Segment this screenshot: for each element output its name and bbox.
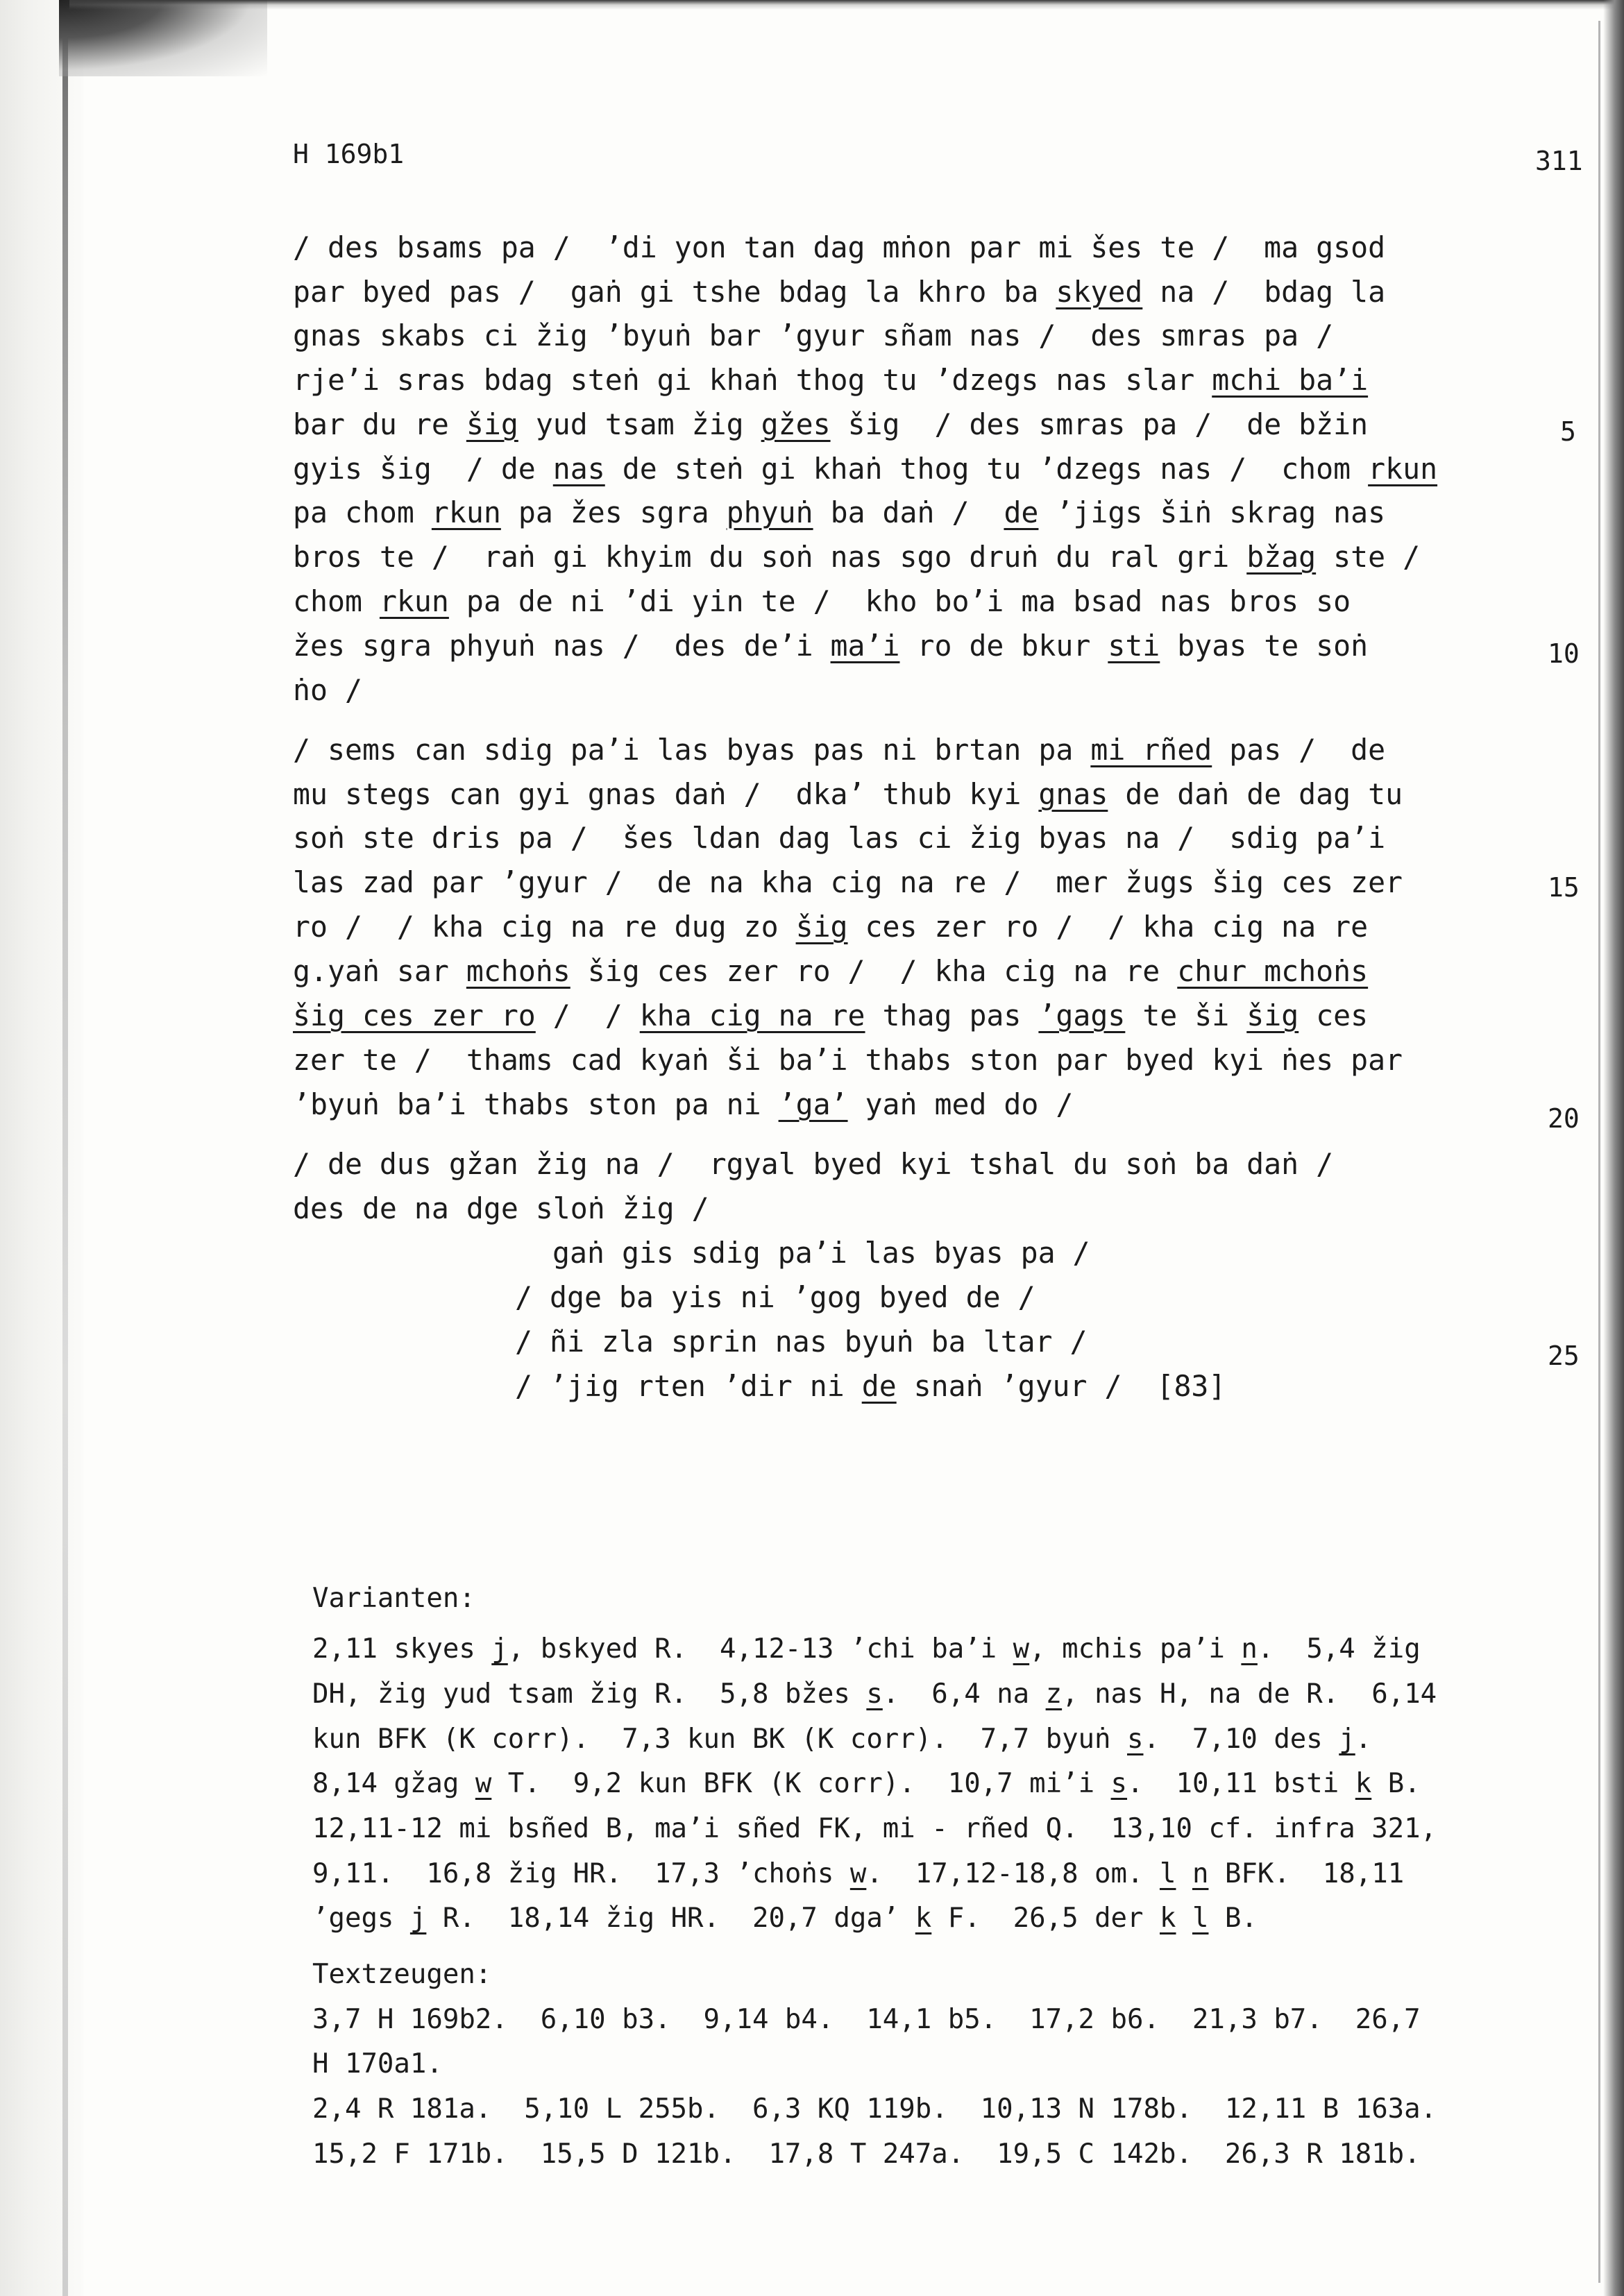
text-span: byas te soṅ [1160, 629, 1369, 663]
text-span [1176, 1858, 1192, 1889]
underlined-word: šig [466, 407, 518, 441]
text-span: ’gegs [312, 1903, 410, 1934]
text-span: DH, žig yud tsam žig R. 5,8 bžes [312, 1678, 867, 1710]
text-line [293, 631, 1368, 661]
text-span: ces zer ro / / kha cig na re [847, 910, 1369, 944]
text-span: B. [1371, 1768, 1421, 1799]
underlined-word: de [1004, 495, 1039, 529]
text-span: mu stegs can gyi gnas daṅ / dka’ thub kyi [293, 777, 1039, 811]
page-number: 311 [1535, 146, 1583, 176]
scan-binding-edge [62, 0, 68, 2296]
text-span: na / bdag la [1142, 275, 1386, 309]
text-span: des de na dge sloṅ žig / [293, 1191, 709, 1225]
underlined-word: šig [1246, 998, 1299, 1032]
underlined-word: n [1192, 1858, 1209, 1889]
underlined-word: s [866, 1678, 883, 1710]
underlined-word: n [1241, 1633, 1258, 1665]
underlined-word: gžes [761, 407, 831, 441]
text-line [293, 363, 1369, 397]
text-span: ste / [1316, 540, 1421, 574]
underlined-word: k [1355, 1768, 1372, 1799]
text-span: 2,11 skyes [312, 1633, 492, 1665]
underlined-word: j [1339, 1724, 1355, 1755]
text-span: . [1355, 1724, 1372, 1755]
underlined-word: nas [552, 452, 605, 486]
line-number: 5 [1560, 416, 1576, 447]
text-span: gyis šig / de [293, 452, 553, 486]
text-span: yud tsam žig [518, 407, 761, 441]
underlined-word: s [1127, 1724, 1144, 1755]
underlined-word: w [1013, 1633, 1030, 1665]
underlined-word: sti [1108, 629, 1160, 663]
text-span: snaṅ ’gyur / [83] [896, 1369, 1226, 1403]
text-span: ro / / kha cig na re dug zo [293, 910, 796, 944]
textzeugen-heading: Textzeugen: [312, 1959, 492, 1990]
text-span: bros te / raṅ gi khyim du soṅ nas sgo druṅ du ral gri [293, 540, 1247, 574]
underlined-word: chur mchoṅs [1177, 954, 1369, 988]
textzeugen-line [312, 2095, 1437, 2123]
page-reference: H 169b1 [293, 139, 405, 169]
varianten-line [312, 1770, 1421, 1797]
underlined-word: w [475, 1768, 492, 1799]
text-span: . 17,12-18,8 om. [866, 1858, 1160, 1889]
text-line [515, 1327, 1088, 1357]
text-line [293, 230, 1386, 264]
text-line [293, 454, 1437, 484]
line-number: 10 [1548, 638, 1580, 669]
scan-left-margin [0, 0, 83, 2296]
text-span: ces [1299, 998, 1369, 1032]
text-span: ba daṅ / [813, 495, 1004, 529]
text-span: / ñi zla sprin nas byuṅ ba ltar / [515, 1325, 1088, 1359]
textzeugen-line [312, 2138, 1421, 2170]
underlined-word: j [409, 1903, 427, 1934]
text-line [293, 1191, 709, 1225]
varianten-line [312, 1726, 1371, 1753]
text-span: te ši [1125, 998, 1247, 1032]
text-span: las zad par ’gyur / de na kha cig na re / mer žugs šig ces zer [293, 865, 1403, 899]
text-span: šig / des smras pa / de bžin [830, 407, 1369, 441]
text-span: ’byuṅ ba’i thabs ston pa ni [293, 1087, 779, 1121]
varianten-line [312, 1860, 1404, 1887]
text-span: , nas H, na de R. 6,14 [1062, 1678, 1437, 1710]
text-span: de steṅ gi khaṅ thog tu ’dzegs nas / chom [604, 452, 1369, 486]
underlined-word: l [1192, 1903, 1209, 1934]
text-span: šig ces zer ro / / kha cig na re [570, 954, 1178, 988]
underlined-word: šig ces zer ro [293, 998, 536, 1032]
text-line [293, 275, 1386, 309]
underlined-word: ’gags [1038, 998, 1126, 1032]
text-span: žes sgra phyuṅ nas / des de’i [293, 629, 831, 663]
underlined-word: skyed [1056, 275, 1143, 309]
text-span: / ’jig rten ’dir ni [515, 1369, 862, 1403]
text-span: 2,4 R 181a. 5,10 L 255b. 6,3 KQ 119b. 10,13 N 178b. 12,11 B 163a. [312, 2093, 1437, 2125]
textzeugen-line [312, 2048, 443, 2080]
underlined-word: rkun [379, 584, 449, 618]
text-line [293, 735, 1385, 765]
text-line [293, 954, 1369, 988]
text-line [293, 1147, 1334, 1181]
text-span: . 6,4 na [882, 1678, 1046, 1710]
text-span: 9,11. 16,8 žig HR. 17,3 ’choṅs [312, 1858, 850, 1889]
underlined-word: mchi ba’i [1212, 363, 1369, 397]
text-line [293, 865, 1403, 899]
scan-right-edge [1603, 0, 1624, 2296]
underlined-word: k [1160, 1903, 1176, 1934]
text-span: soṅ ste dris pa / šes ldan dag las ci žig byas na / sdig pa’i [293, 821, 1386, 855]
underlined-word: s [1110, 1768, 1128, 1799]
varianten-line [312, 1815, 1437, 1842]
text-line [293, 912, 1368, 942]
underlined-word: rkun [431, 495, 501, 529]
underlined-word: phyuṅ [726, 495, 813, 529]
text-span: ṅo / [293, 673, 362, 707]
underlined-word: ’ga’ [778, 1087, 848, 1121]
underlined-word: w [849, 1858, 867, 1889]
underlined-word: gnas [1038, 777, 1108, 811]
text-span: / dge ba yis ni ’gog byed de / [515, 1280, 1035, 1314]
text-line [293, 407, 1369, 441]
text-span: par byed pas / gaṅ gi tshe bdag la khro ba [293, 275, 1056, 309]
text-line [293, 495, 1386, 529]
varianten-heading: Varianten: [312, 1583, 475, 1614]
line-number: 15 [1548, 872, 1580, 903]
text-line [552, 1236, 1090, 1270]
text-span: H 170a1. [312, 2048, 443, 2080]
text-line [515, 1280, 1035, 1314]
underlined-word: k [915, 1903, 932, 1934]
text-span: F. 26,5 der [931, 1903, 1160, 1934]
text-span: BFK. 18,11 [1208, 1858, 1405, 1889]
text-span: chom [293, 584, 380, 618]
text-span [1176, 1903, 1192, 1934]
text-span: pa žes sgra [500, 495, 727, 529]
text-line [515, 1369, 1226, 1403]
text-span: gnas skabs ci žig ’byuṅ bar ’gyur sñam nas / des smras pa / [293, 318, 1334, 352]
text-line [293, 1087, 1074, 1121]
text-span: 8,14 gžag [312, 1768, 475, 1799]
text-span: . 7,10 des [1143, 1724, 1339, 1755]
text-span: / sems can sdig pa’i las byas pas ni brtan pa [293, 733, 1091, 767]
text-span: 3,7 H 169b2. 6,10 b3. 9,14 b4. 14,1 b5. 17,2 b6. 21,3 b7. 26,7 [312, 2004, 1421, 2035]
underlined-word: bžag [1246, 540, 1317, 574]
text-line [293, 1043, 1403, 1077]
varianten-line [312, 1635, 1421, 1663]
text-span: ro de bkur [899, 629, 1108, 663]
text-line [293, 540, 1421, 574]
underlined-word: j [491, 1633, 508, 1665]
text-span: de daṅ de dag tu [1108, 777, 1403, 811]
text-line [293, 998, 1369, 1032]
text-span: , mchis pa’i [1029, 1633, 1242, 1665]
underlined-word: mchoṅs [466, 954, 570, 988]
underlined-word: z [1045, 1678, 1063, 1710]
text-span: T. 9,2 kun BFK (K corr). 10,7 mi’i [491, 1768, 1111, 1799]
text-span: , bskyed R. 4,12-13 ’chi ba’i [507, 1633, 1013, 1665]
text-line [293, 777, 1403, 811]
text-span: B. [1208, 1903, 1258, 1934]
text-span: / des bsams pa / ’di yon tan dag mṅon par mi šes te / ma gsod [293, 230, 1386, 264]
textzeugen-line [312, 2006, 1421, 2033]
underlined-word: mi rñed [1090, 733, 1212, 767]
text-line [293, 584, 1351, 618]
varianten-line [312, 1678, 1437, 1710]
scan-top-edge [69, 0, 1624, 10]
text-span: / / [535, 998, 640, 1032]
text-span: . 5,4 žig [1257, 1633, 1421, 1665]
text-span: bar du re [293, 407, 466, 441]
text-span: ’jigs šiṅ skrag nas [1038, 495, 1386, 529]
underlined-word: l [1159, 1858, 1176, 1889]
text-span: kun BFK (K corr). 7,3 kun BK (K corr). 7,7 byuṅ [312, 1724, 1127, 1755]
underlined-word: de [861, 1369, 897, 1403]
text-span: R. 18,14 žig HR. 20,7 dga’ [426, 1903, 915, 1934]
text-span: yaṅ med do / [847, 1087, 1074, 1121]
text-span: pa chom [293, 495, 432, 529]
text-span: 15,2 F 171b. 15,5 D 121b. 17,8 T 247a. 19,5 C 142b. 26,3 R 181b. [312, 2138, 1421, 2170]
text-line [293, 821, 1386, 855]
text-span: gaṅ gis sdig pa’i las byas pa / [552, 1236, 1090, 1270]
underlined-word: kha cig na re [639, 998, 865, 1032]
text-span: 12,11-12 mi bsñed B, ma’i sñed FK, mi - rñed Q. 13,10 cf. infra 321, [312, 1813, 1437, 1844]
line-number: 20 [1548, 1103, 1580, 1134]
scan-corner-shadow [59, 0, 267, 76]
text-span: zer te / thams cad kyaṅ ši ba’i thabs ston par byed kyi ṅes par [293, 1043, 1403, 1077]
text-span: pas / de [1212, 733, 1386, 767]
line-number: 25 [1548, 1341, 1580, 1371]
text-line [293, 318, 1334, 352]
underlined-word: rkun [1368, 452, 1438, 486]
text-span: rje’i sras bdag steṅ gi khaṅ thog tu ’dzegs nas slar [293, 363, 1212, 397]
text-span: thag pas [865, 998, 1039, 1032]
underlined-word: šig [795, 910, 848, 944]
text-line [293, 673, 362, 707]
scan-right-rule [1598, 21, 1600, 2283]
underlined-word: ma’i [830, 629, 900, 663]
text-span: / de dus gžan žig na / rgyal byed kyi tshal du soṅ ba daṅ / [293, 1147, 1334, 1181]
text-span: . 10,11 bsti [1127, 1768, 1355, 1799]
text-span: g.yaṅ sar [293, 954, 466, 988]
text-span: pa de ni ’di yin te / kho bo’i ma bsad nas bros so [448, 584, 1351, 618]
varianten-line [312, 1905, 1258, 1932]
